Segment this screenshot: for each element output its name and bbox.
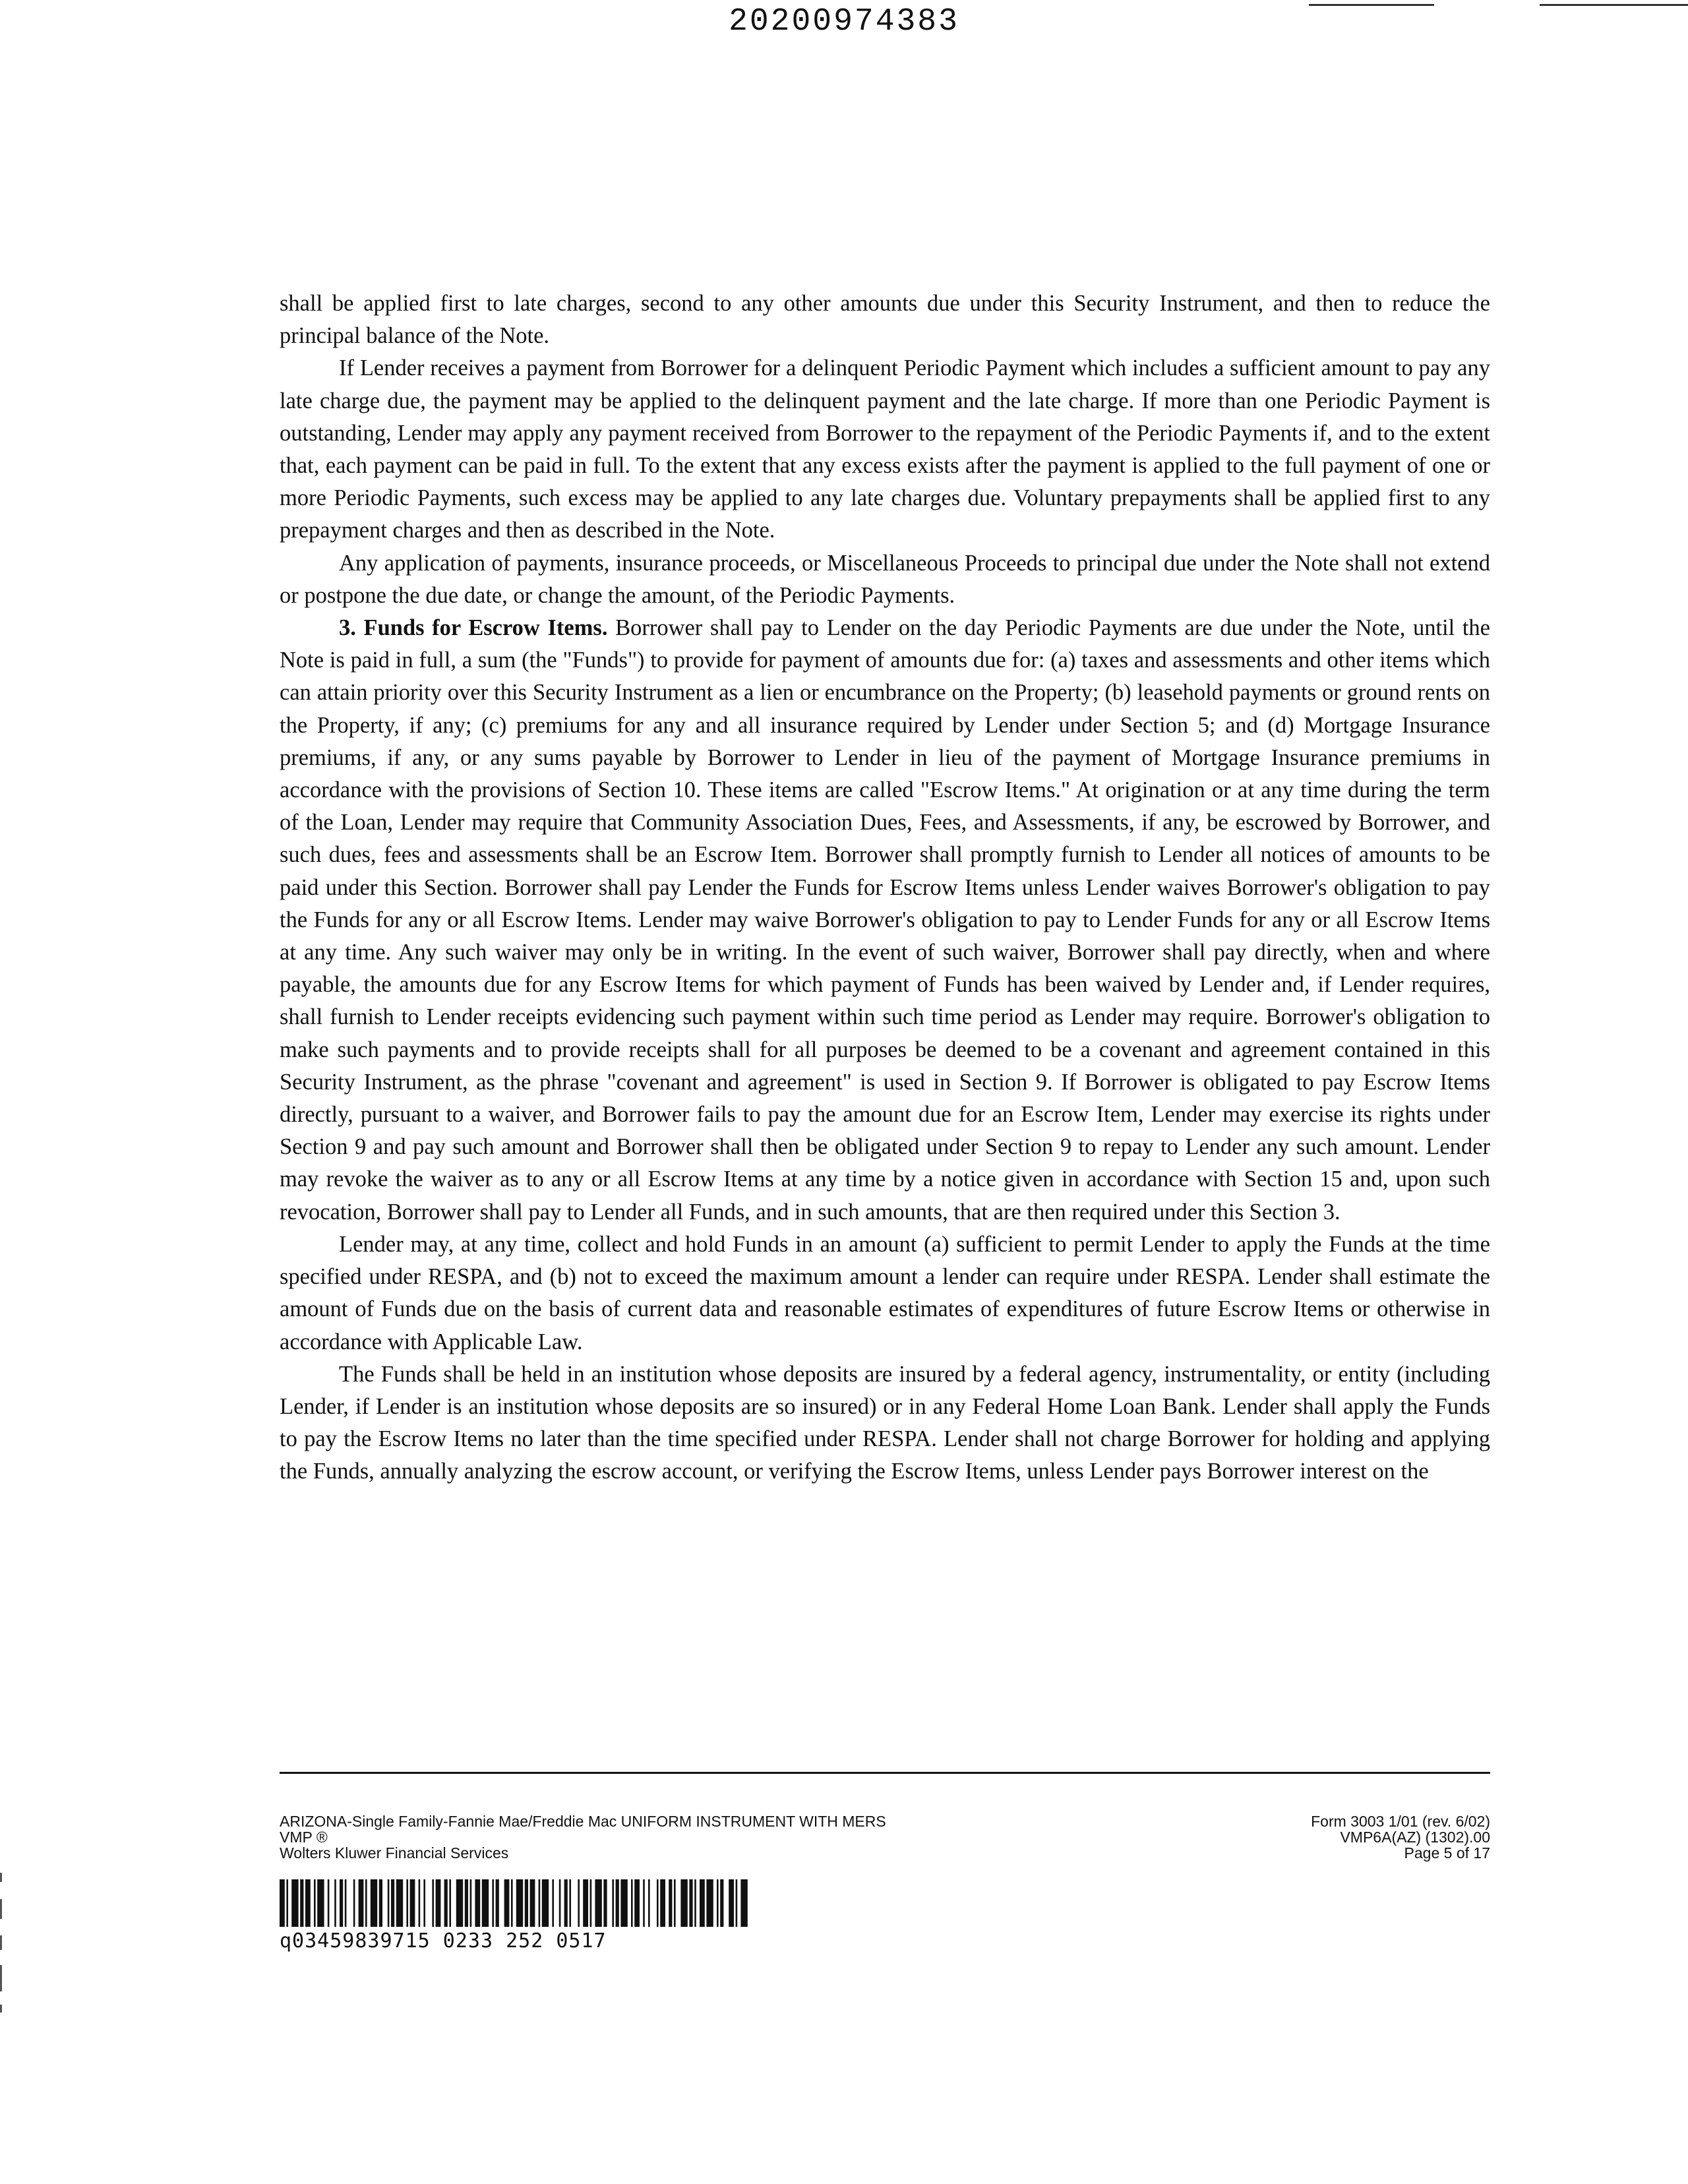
barcode-bar: [669, 1879, 672, 1927]
barcode-bar: [436, 1879, 441, 1927]
barcode-bar: [578, 1879, 580, 1927]
section-title: 3. Funds for Escrow Items.: [339, 615, 608, 641]
document-number: 20200974383: [729, 4, 959, 40]
barcode-bar: [612, 1879, 614, 1927]
corner-mark-left: [1309, 4, 1434, 6]
barcode-bar: [291, 1879, 298, 1927]
margin-scan-marks: [0, 1873, 3, 2018]
barcode-bar: [396, 1879, 403, 1927]
barcode-bar: [328, 1879, 330, 1927]
barcode-bar: [564, 1879, 568, 1927]
barcode-bar: [314, 1879, 316, 1927]
barcode-bar: [410, 1879, 415, 1927]
paragraph: Lender may, at any time, collect and hold Funds in an amount (a) sufficient to permit Lender to apply the Funds at the time specified under RESPA, and (b) not to exceed the maximum amount a lender can require under RESPA. Lender shall estimate the amount of Funds due on the basis of current data and reasonable estimates of expenditures of future Escrow Items or otherwise in accordance with Applicable Law.: [280, 1231, 1490, 1354]
barcode-bar: [717, 1879, 719, 1927]
barcode-bar: [542, 1879, 549, 1927]
barcode-bar: [456, 1879, 463, 1927]
barcode-bar: [379, 1879, 382, 1927]
barcode-bar: [492, 1879, 494, 1927]
barcode-bar: [616, 1879, 619, 1927]
barcode-bar: [449, 1879, 451, 1927]
barcode-bar: [496, 1879, 499, 1927]
barcode-bar: [643, 1879, 645, 1927]
barcode-bar: [353, 1879, 355, 1927]
barcode-bar: [525, 1879, 528, 1927]
barcode-bar: [559, 1879, 561, 1927]
barcode-bar: [365, 1879, 367, 1927]
barcode-bar: [657, 1879, 659, 1927]
footer-form-title: ARIZONA-Single Family-Fannie Mae/Freddie Mac UNIFORM INSTRUMENT WITH MERS: [280, 1813, 886, 1830]
barcode-bar: [631, 1879, 633, 1927]
paragraph: 3. Funds for Escrow Items. Borrower shall pay to Lender on the day Periodic Payments are due under the Note, until the Note is paid in full, a sum (the "Funds") to provide for payment of amounts due for: (a) taxes and assessments and other items which can attain priority over this Security Instrument as a lien or encumbrance on the Property; (b) leasehold payments or ground rents on the Property, if any; (c) premiums for any and all insurance required by Lender under Section 5; and (d) Mortgage Insurance premiums, if any, or any sums payable by Borrower to Lender in lieu of the payment of Mortgage Insurance premiums in accordance with the provisions of Section 10. These items are called "Escrow Items." At origination or at any time during the term of the Loan, Lender may require that Community Association Dues, Fees, and Assessments, if any, be escrowed by Borrower, and such dues, fees and assessments shall be an Escrow Item. Borrower shall promptly furnish to Lender all notices of amounts to be paid under this Section. Borrower shall pay Lender the Funds for Escrow Items unless Lender waives Borrower's obligation to pay the Funds for any or all Escrow Items. Lender may waive Borrower's obligation to pay to Lender Funds for any or all Escrow Items at any time. Any such waiver may only be in writing. In the event of such waiver, Borrower shall pay directly, when and where payable, the amounts due for any Escrow Items for which payment of Funds has been waived by Lender and, if Lender requires, shall furnish to Lender receipts evidencing such payment within such time period as Lender may require. Borrower's obligation to make such payments and to provide receipts shall for all purposes be deemed to be a covenant and agreement contained in this Security Instrument, as the phrase "covenant and agreement" is used in Section 9. If Borrower is obligated to pay Escrow Items directly, pursuant to a waiver, and Borrower fails to pay the amount due for an Escrow Item, Lender may exercise its rights under Section 9 and pay such amount and Borrower shall then be obligated under Section 9 to repay to Lender any such amount. Lender may revoke the waiver as to any or all Escrow Items at any time by a notice given in accordance with Section 15 and, upon such revocation, Borrower shall pay to Lender all Funds, and in such amounts, that are then required under this Section 3.: [280, 615, 1490, 1225]
barcode-bar: [694, 1879, 696, 1927]
paragraph: shall be applied first to late charges, second to any other amounts due under this Security Instrument, and then to reduce the principal balance of the Note.: [280, 291, 1490, 349]
barcode-bar: [391, 1879, 394, 1927]
barcode-bar: [530, 1879, 535, 1927]
barcode-bar: [371, 1879, 377, 1927]
paragraph: The Funds shall be held in an institution whose deposits are insured by a federal agency, instrumentality, or entity (including Lender, if Lender is an institution whose deposits are so insured) or in any Federal Home Loan Bank. Lender shall apply the Funds to pay the Escrow Items no later than the time specified under RESPA. Lender shall not charge Borrower for holding and applying the Funds, annually analyzing the escrow account, or verifying the Escrow Items, unless Lender pays Borrower interest on the: [280, 1361, 1490, 1484]
footer-page-number: Page 5 of 17: [1404, 1844, 1490, 1862]
barcode-bar: [603, 1879, 607, 1927]
footer-form-id: Form 3003 1/01 (rev. 6/02): [1311, 1813, 1490, 1830]
barcode-bar: [729, 1879, 734, 1927]
barcode-bar: [482, 1879, 489, 1927]
barcode-bar: [504, 1879, 510, 1927]
barcode-bar: [340, 1879, 343, 1927]
barcode-bar: [419, 1879, 421, 1927]
barcode-bar: [620, 1879, 627, 1927]
footer-form-number: [1226, 1813, 1490, 1861]
barcode-bar: [444, 1879, 448, 1927]
barcode-bar: [388, 1879, 390, 1927]
barcode-bar: [475, 1879, 480, 1927]
barcode-bar: [706, 1879, 713, 1927]
barcode-number: q03459839715 0233 252 0517: [280, 1929, 607, 1953]
barcode-bar: [590, 1879, 592, 1927]
barcode-bar: [634, 1879, 640, 1927]
barcode-graphic: [280, 1879, 749, 1927]
barcode-bar: [300, 1879, 303, 1927]
barcode-bar: [552, 1879, 554, 1927]
barcode-bar: [680, 1879, 687, 1927]
barcode-bar: [470, 1879, 472, 1927]
barcode-bar: [280, 1879, 285, 1927]
footer-vmp-code: VMP6A(AZ) (1302).00: [1340, 1829, 1490, 1846]
barcode-bar: [648, 1879, 650, 1927]
footer-publisher: Wolters Kluwer Financial Services: [280, 1844, 509, 1862]
footer-divider: [280, 1772, 1490, 1774]
barcode-bar: [511, 1879, 513, 1927]
barcode-bar: [345, 1879, 347, 1927]
barcode-bar: [595, 1879, 601, 1927]
barcode-bar: [359, 1879, 364, 1927]
footer-form-info: [280, 1813, 1203, 1861]
paragraph: Any application of payments, insurance proceeds, or Miscellaneous Proceeds to principal due under the Note shall not extend or postpone the due date, or change the amount, of the Periodic Payments.: [280, 550, 1490, 608]
footer-vmp: VMP ®: [280, 1829, 328, 1846]
barcode-bar: [583, 1879, 588, 1927]
barcode-bar: [334, 1879, 336, 1927]
barcode-bar: [465, 1879, 468, 1927]
barcode-bar: [286, 1879, 288, 1927]
barcode-bar: [305, 1879, 311, 1927]
corner-mark-right: [1540, 4, 1688, 6]
barcode-bar: [689, 1879, 692, 1927]
barcode-bar: [660, 1879, 665, 1927]
document-body: [280, 288, 1490, 1488]
barcode-bar: [736, 1879, 738, 1927]
paragraph: If Lender receives a payment from Borrower for a delinquent Periodic Payment which includes a sufficient amount to pay any late charge due, the payment may be applied to the delinquent payment and the late charge. If more than one Periodic Payment is outstanding, Lender may apply any payment received from Borrower to the repayment of the Periodic Payments if, and to the extent that, each payment can be paid in full. To the extent that any excess exists after the payment is applied to the full payment of one or more Periodic Payments, such excess may be applied to any late charges due. Voluntary prepayments shall be applied first to any prepayment charges and then as described in the Note.: [280, 355, 1490, 543]
barcode-bar: [700, 1879, 705, 1927]
barcode-bar: [423, 1879, 425, 1927]
barcode-bar: [539, 1879, 541, 1927]
barcode-bar: [569, 1879, 571, 1927]
barcode-bar: [740, 1879, 747, 1927]
barcode-bar: [432, 1879, 434, 1927]
barcode-bar: [406, 1879, 408, 1927]
barcode-bar: [516, 1879, 523, 1927]
barcode-bar: [317, 1879, 324, 1927]
barcode-bar: [720, 1879, 723, 1927]
barcode-bar: [674, 1879, 676, 1927]
